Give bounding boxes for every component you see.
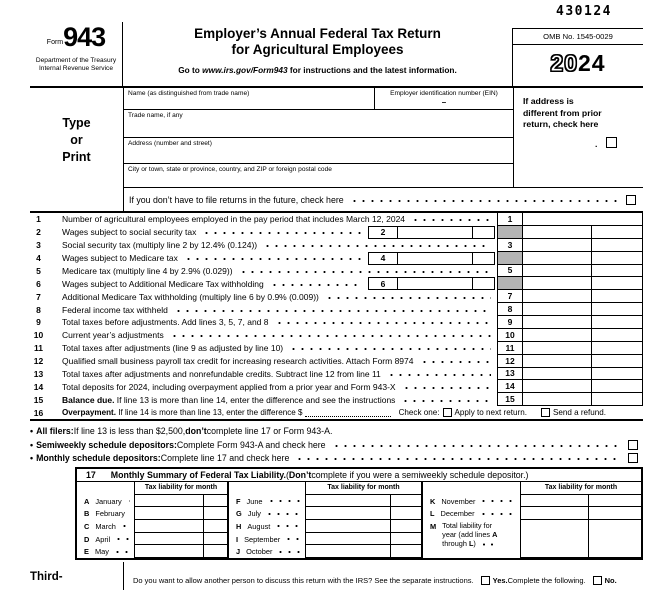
form-line-2: 2 Wages subject to social security tax 2 [30, 226, 643, 239]
dot-leader [479, 512, 516, 516]
entity-section [30, 88, 643, 211]
dot-leader [332, 444, 622, 448]
february-liability-field[interactable] [134, 507, 227, 520]
summary-grid [77, 482, 641, 558]
form-line-5: 5 Medicare tax (multiply line 4 by 2.9% (0.029)) 5 [30, 265, 643, 278]
line-2-shaded-cell [497, 226, 643, 239]
line-2-entry: 2 [368, 226, 495, 239]
agency-name: Department of the Treasury Internal Revenue Service [35, 57, 117, 72]
month-row-february: B February [77, 507, 227, 520]
dot-leader [402, 386, 491, 390]
refund-option-label: Send a refund. [552, 408, 607, 418]
summary-title: 17 Monthly Summary of Federal Tax Liability. ( Don’t complete if you were a semiweekly schedule depositor.) [77, 469, 641, 482]
column-header: Tax liability for month [305, 482, 421, 495]
dot-leader [295, 457, 622, 461]
apply-option-label: Apply to next return. [454, 408, 527, 418]
line-5-amount-field[interactable] [523, 265, 642, 277]
month-row-june: F June [229, 495, 421, 508]
form-line-16: 16 Overpayment. If line 14 is more than line 13, enter the difference $ Check one: Apply to next return. Send a refund. [33, 407, 607, 418]
line-2-cents-field[interactable] [472, 227, 494, 238]
form-word: Form [46, 39, 64, 46]
dot-leader [170, 334, 491, 338]
dot-leader [202, 231, 362, 235]
dot-leader [263, 244, 491, 248]
line-3-amount-field[interactable] [523, 239, 642, 251]
total-year-liability-field[interactable] [520, 520, 641, 558]
line-4-entry: 4 [368, 252, 495, 265]
january-liability-field[interactable] [134, 495, 227, 508]
dot-leader [126, 499, 130, 503]
trade-name-field[interactable]: Trade name, if any [124, 110, 513, 138]
total-liability-row: M Total liability for year (add lines A through L) [423, 520, 641, 558]
third-party-yes-checkbox[interactable] [481, 576, 490, 585]
month-row-march: C March [77, 520, 227, 533]
tax-year: 2024 [550, 50, 606, 76]
dot-leader [275, 321, 492, 325]
august-liability-field[interactable] [305, 520, 421, 533]
line-15-amount-field[interactable] [523, 393, 642, 405]
column-header: Tax liability for month [520, 482, 641, 495]
dot-leader [289, 347, 491, 351]
dot-leader [174, 309, 491, 313]
irs-url: www.irs.gov/Form943 [202, 65, 288, 75]
form-line-15: 15 Balance due. If line 13 is more than line 14, enter the difference and see the instructions 15 [30, 393, 643, 406]
line-15-entry: 15 [497, 393, 643, 406]
line-4-shaded-cell [497, 252, 643, 265]
june-liability-field[interactable] [305, 495, 421, 508]
line-9-amount-field[interactable] [523, 316, 642, 328]
type-or-print-label: Type or Print [62, 116, 91, 164]
month-row-december: L December [423, 507, 641, 520]
line-3-entry: 3 [497, 239, 643, 252]
final-return-row: If you don’t have to file returns in the future, check here [123, 188, 643, 211]
third-party-question: Do you want to allow another person to discuss this return with the IRS? See the separate instructions. [133, 575, 474, 585]
summary-group-1 [77, 482, 227, 558]
address-change-checkbox[interactable] [606, 137, 617, 148]
ein-field[interactable]: Employer identification number (EIN) – [374, 88, 513, 109]
dot-leader [120, 524, 130, 528]
address-field[interactable]: Address (number and street) [124, 138, 513, 164]
line-6-entry: 6 [368, 277, 495, 290]
july-liability-field[interactable] [305, 507, 421, 520]
dot-leader [270, 283, 362, 287]
line-14-entry: 14 [497, 380, 643, 393]
line-6-shaded-cell [497, 277, 643, 290]
dot-leader [267, 499, 301, 503]
all-filers-rule: • All filers: If line 13 is less than $2,500, don’t complete line 17 or Form 943-A. [30, 425, 333, 436]
line-10-amount-field[interactable] [523, 329, 642, 341]
omb-number: OMB No. 1545-0029 [513, 29, 643, 45]
dot-leader [274, 524, 301, 528]
monthly-rule: • Monthly schedule depositors: Complete line 17 and check here [30, 452, 643, 466]
dot-leader [387, 373, 491, 377]
tax-lines [30, 211, 643, 421]
month-row-april: D April [77, 533, 227, 546]
dot-leader [239, 270, 491, 274]
april-liability-field[interactable] [134, 533, 227, 546]
bullet-icon: • [30, 425, 34, 436]
month-row-july: G July [229, 507, 421, 520]
dot-leader [420, 360, 492, 364]
month-row-may: E May [77, 545, 227, 558]
line-7-entry: 7 [497, 290, 643, 303]
monthly-summary-box [75, 467, 643, 560]
line-10-entry: 10 [497, 329, 643, 342]
apply-to-next-return-checkbox[interactable] [443, 408, 452, 417]
overpayment-amount-field[interactable] [305, 408, 391, 417]
name-field[interactable]: Name (as distinguished from trade name) [128, 90, 250, 97]
no-future-returns-checkbox[interactable] [626, 195, 636, 205]
line-9-entry: 9 [497, 316, 643, 329]
monthly-depositor-checkbox[interactable] [628, 453, 638, 463]
dot-leader [284, 537, 301, 541]
form-line-9: 9 Total taxes before adjustments. Add lines 3, 5, 7, and 8 9 [30, 316, 643, 329]
line-8-entry: 8 [497, 303, 643, 316]
march-liability-field[interactable] [134, 520, 227, 533]
dot-leader [114, 537, 130, 541]
form-line-7: 7 Additional Medicare Tax withholding (multiply line 6 by 0.9% (0.009)) 7 [30, 290, 643, 303]
line-1-entry: 1 [497, 213, 643, 226]
line-14-amount-field[interactable] [523, 380, 642, 392]
december-liability-field[interactable] [520, 507, 641, 520]
form-number: Form 943 [46, 22, 106, 52]
line-5-entry: 5 [497, 265, 643, 278]
address-change-note: If address is different from prior return, check here . [514, 88, 643, 188]
instructions-note: Go to www.irs.gov/Form943 for instructions and the latest information. [178, 65, 457, 75]
check-one-label: Check one: [398, 408, 440, 418]
total-liability-label: Total liability for year (add lines A through L) [442, 521, 498, 548]
summary-group-3 [421, 482, 641, 558]
doc-code: 430124 [556, 4, 612, 19]
form-line-10: 10 Current year’s adjustments 10 [30, 329, 643, 342]
bullet-icon: • [30, 453, 34, 464]
form-line-8: 8 Federal income tax withheld 8 [30, 303, 643, 316]
line-11-amount-field[interactable] [523, 342, 642, 354]
send-refund-checkbox[interactable] [541, 408, 550, 417]
bullet-icon: • [30, 439, 34, 450]
dot-leader [113, 550, 130, 554]
dot-leader [411, 218, 491, 222]
line-13-entry: 13 [497, 368, 643, 381]
third-party-designee [30, 562, 643, 590]
third-party-label: Third- [30, 571, 63, 583]
dot-leader [184, 257, 362, 261]
third-party-no-checkbox[interactable] [593, 576, 602, 585]
column-header: Tax liability for month [134, 482, 227, 495]
dot-leader [276, 550, 301, 554]
dot-leader [350, 199, 620, 203]
form-line-4: 4 Wages subject to Medicare tax 4 [30, 252, 643, 265]
dot-leader [480, 543, 496, 546]
september-liability-field[interactable] [305, 533, 421, 546]
third-party-question-row: Do you want to allow another person to discuss this return with the IRS? See the separate instructions. Yes. Complete the following. No. [123, 562, 643, 590]
month-row-october: J October [229, 545, 421, 558]
entity-fields [123, 88, 514, 188]
form-title-block [124, 26, 511, 75]
city-field[interactable]: City or town, state or province, country, and ZIP or foreign postal code [124, 164, 513, 188]
month-row-november: K November [423, 495, 641, 508]
form-line-12: 12 Qualified small business payroll tax credit for increasing research activities. Attach Form 8974 12 [30, 355, 643, 368]
form-line-3: 3 Social security tax (multiply line 2 by 12.4% (0.124)) 3 [30, 239, 643, 252]
summary-group-2 [227, 482, 421, 558]
dot-leader [129, 512, 130, 516]
form-line-6: 6 Wages subject to Additional Medicare Tax withholding 6 [30, 277, 643, 290]
form-line-14: 14 Total deposits for 2024, including overpayment applied from a prior year and Form 943-X 14 [30, 380, 643, 393]
dot-leader [325, 296, 491, 300]
month-row-september: I September [229, 533, 421, 546]
line-11-entry: 11 [497, 342, 643, 355]
ein-dash: – [441, 98, 447, 107]
line-13-amount-field[interactable] [523, 368, 642, 380]
dot-leader [479, 499, 516, 503]
line-4-cents-field[interactable] [472, 253, 494, 264]
line-7-amount-field[interactable] [523, 290, 642, 302]
form-title: Employer’s Annual Federal Tax Return for Agricultural Employees [194, 26, 441, 57]
semiweekly-rule: • Semiweekly schedule depositors: Complete Form 943-A and check here [30, 438, 643, 452]
form-line-1: 1 Number of agricultural employees employed in the pay period that includes March 12, 2024 1 [30, 213, 643, 226]
semiweekly-depositor-checkbox[interactable] [628, 440, 638, 450]
line-8-amount-field[interactable] [523, 303, 642, 315]
line-4-amount-field[interactable] [398, 253, 472, 264]
month-row-january: A January [77, 495, 227, 508]
month-row-august: H August [229, 520, 421, 533]
form-line-13: 13 Total taxes after adjustments and nonrefundable credits. Subtract line 12 from line 11 13 [30, 368, 643, 381]
line-12-entry: 12 [497, 355, 643, 368]
dot-leader [265, 512, 301, 516]
line-12-amount-field[interactable] [523, 355, 642, 367]
form-line-11: 11 Total taxes after adjustments (line 9 as adjusted by line 10) 11 [30, 342, 643, 355]
line-1-amount-field[interactable] [523, 213, 642, 225]
line-6-cents-field[interactable] [472, 278, 494, 289]
october-liability-field[interactable] [305, 545, 421, 558]
omb-year-block [512, 28, 643, 86]
form-number-block [30, 22, 123, 86]
may-liability-field[interactable] [134, 545, 227, 558]
november-liability-field[interactable] [520, 495, 641, 508]
deposit-rules [30, 424, 643, 465]
line-2-amount-field[interactable] [398, 227, 472, 238]
line-6-amount-field[interactable] [398, 278, 472, 289]
form-header [30, 22, 643, 88]
dot-leader [401, 399, 491, 403]
